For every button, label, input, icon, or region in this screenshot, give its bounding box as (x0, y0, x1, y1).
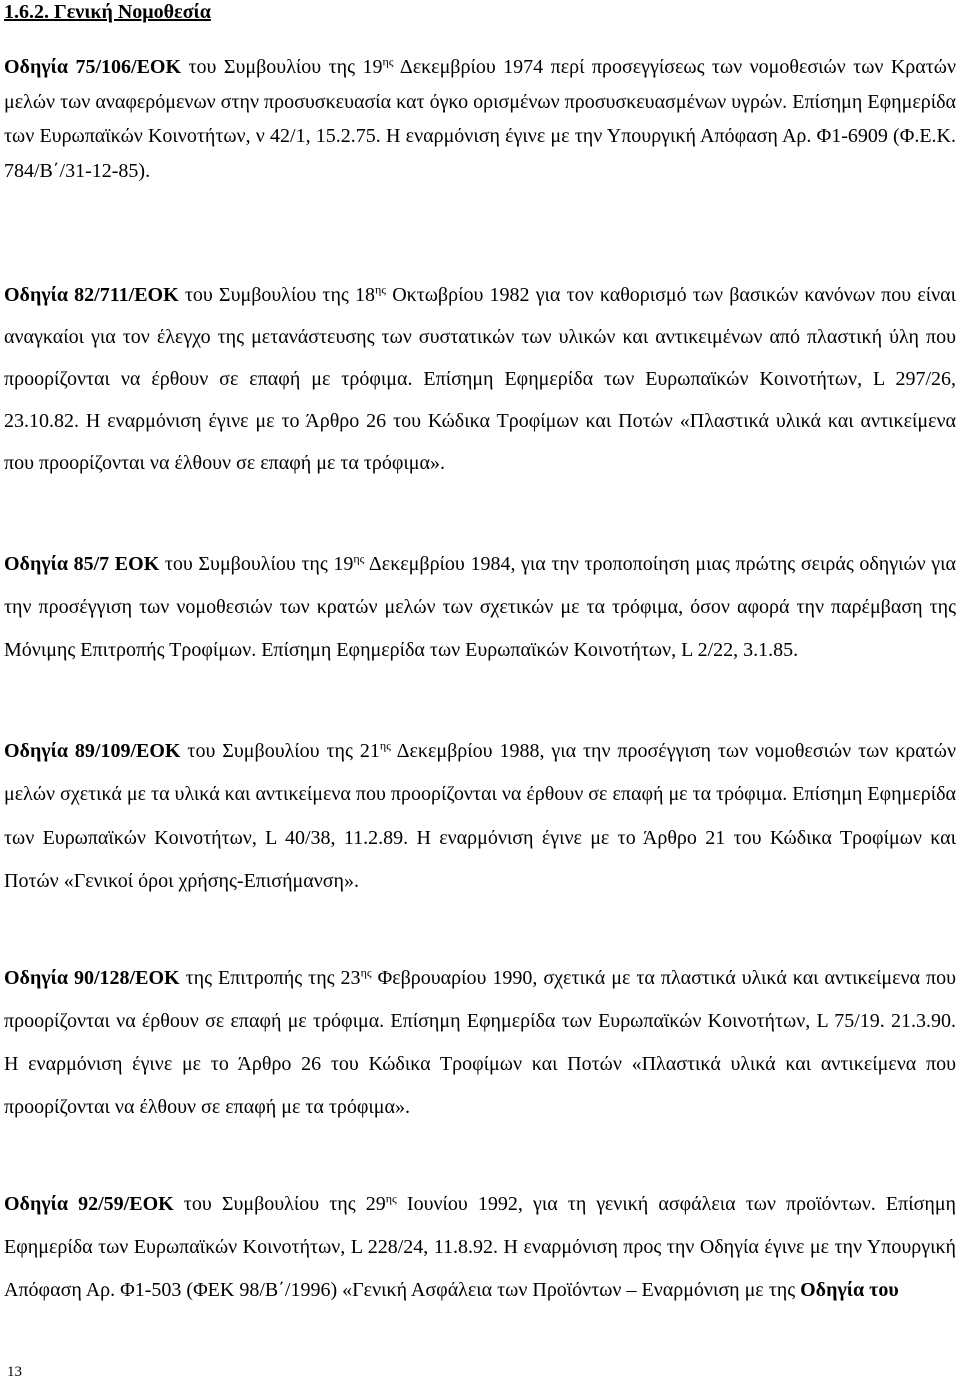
directive-text: του Συμβουλίου της 29 (173, 1193, 386, 1215)
directive-paragraph-75-106 (4, 50, 956, 188)
directive-text: του Συμβουλίου της 19 (159, 553, 354, 575)
directive-title: Οδηγία 82/711/ΕΟΚ (4, 284, 179, 306)
ordinal-suffix: ης (379, 738, 391, 753)
ordinal-suffix: ης (353, 551, 365, 566)
ordinal-suffix: ης (375, 282, 387, 297)
directive-paragraph-90-128 (4, 957, 956, 1129)
directive-reference-bold: Οδηγία του (800, 1279, 899, 1301)
directive-title: Οδηγία 75/106/ΕΟΚ (4, 56, 182, 78)
directive-text: Δεκεμβρίου 1988, για την προσέγγιση των νομοθεσιών των κρατών μελών σχετικά με τα υλικά και αντικείμενα που προορίζονται να έρθουν σε επαφή με τα τρόφιμα. Επίσημη Εφημερίδα των Ευρωπαϊκών Κοινοτήτων, L 40/38, 11.2.89. Η εναρμόνιση έγινε με το Άρθρο 21 του Κώδικα Τροφίμων και Ποτών «Γενικοί όροι χρήσης-Επισήμανση». (4, 740, 957, 892)
directive-text: του Συμβουλίου της 21 (180, 740, 380, 762)
directive-text: της Επιτροπής της 23 (179, 967, 361, 989)
directive-title: Οδηγία 89/109/ΕΟΚ (4, 740, 181, 762)
directive-text: Ιουνίου 1992, για τη γενική ασφάλεια των προϊόντων. Επίσημη Εφημερίδα των Ευρωπαϊκών Κοινοτήτων, L 228/24, 11.8.92. Η εναρμόνιση προς την Οδηγία έγινε με την Υπουργική Απόφαση Αρ. Φ1-503 (ΦΕΚ 98/Β΄/1996) «Γενική Ασφάλεια των Προϊόντων – Εναρμόνιση με της (4, 1193, 956, 1301)
directive-title: Οδηγία 92/59/ΕΟΚ (4, 1193, 174, 1215)
directive-text: Φεβρουαρίου 1990, σχετικά με τα πλαστικά υλικά και αντικείμενα που προορίζονται να έρθουν σε επαφή με τρόφιμα. Επίσημη Εφημερίδα των Ευρωπαϊκών Κοινοτήτων, L 75/19. 21.3.90. Η εναρμόνιση έγινε με το Άρθρο 26 του Κώδικα Τροφίμων και Ποτών «Πλαστικά υλικά και αντικείμενα που προορίζονται να έλθουν σε επαφή με τα τρόφιμα». (4, 967, 956, 1118)
directive-text: του Συμβουλίου της 19 (181, 56, 383, 78)
directive-text: Δεκεμβρίου 1984, για την τροποποίηση μιας πρώτης σειράς οδηγιών για την προσέγγιση των νομοθεσιών των κρατών μελών των σχετικών με τα τρόφιμα, όσον αφορά την παρέμβαση της Μόνιμης Επιτροπής Τροφίμων. Επίσημη Εφημερίδα των Ευρωπαϊκών Κοινοτήτων, L 2/22, 3.1.85. (4, 553, 956, 661)
directive-paragraph-89-109 (4, 730, 956, 903)
directive-paragraph-82-711 (4, 274, 956, 484)
directive-title: Οδηγία 85/7 ΕΟΚ (4, 553, 160, 575)
directive-text: του Συμβουλίου της 18 (178, 284, 376, 306)
ordinal-suffix: ης (382, 54, 394, 69)
directive-paragraph-85-7 (4, 543, 956, 672)
directive-paragraph-92-59 (4, 1183, 956, 1312)
section-heading: 1.6.2. Γενική Νομοθεσία (4, 1, 211, 23)
page-number: 13 (7, 1364, 22, 1380)
directive-text: Δεκεμβρίου 1974 περί προσεγγίσεως των νομοθεσιών των Κρατών μελών των αναφερόμενων στην προσυσκευασία κατ όγκο ορισμένων προσυσκευασμένων υγρών. Επίσημη Εφημερίδα των Ευρωπαϊκών Κοινοτήτων, ν 42/1, 15.2.75. Η εναρμόνιση έγινε με την Υπουργική Απόφαση Αρ. Φ1-6909 (Φ.Ε.Κ. 784/Β΄/31-12-85). (4, 56, 956, 182)
directive-title: Οδηγία 90/128/ΕΟΚ (4, 967, 180, 989)
ordinal-suffix: ης (360, 965, 372, 980)
directive-text: Οκτωβρίου 1982 για τον καθορισμό των βασικών κανόνων που είναι αναγκαίοι για τον έλεγχο της μετανάστευσης των συστατικών των υλικών και αντικειμένων από πλαστική ύλη που προορίζονται να έρθουν σε επαφή με τρόφιμα. Επίσημη Εφημερίδα των Ευρωπαϊκών Κοινοτήτων, L 297/26, 23.10.82. Η εναρμόνιση έγινε με το Άρθρο 26 του Κώδικα Τροφίμων και Ποτών «Πλαστικά υλικά και αντικείμενα που προορίζονται να έλθουν σε επαφή με τα τρόφιμα». (4, 284, 957, 474)
ordinal-suffix: ης (385, 1191, 397, 1206)
